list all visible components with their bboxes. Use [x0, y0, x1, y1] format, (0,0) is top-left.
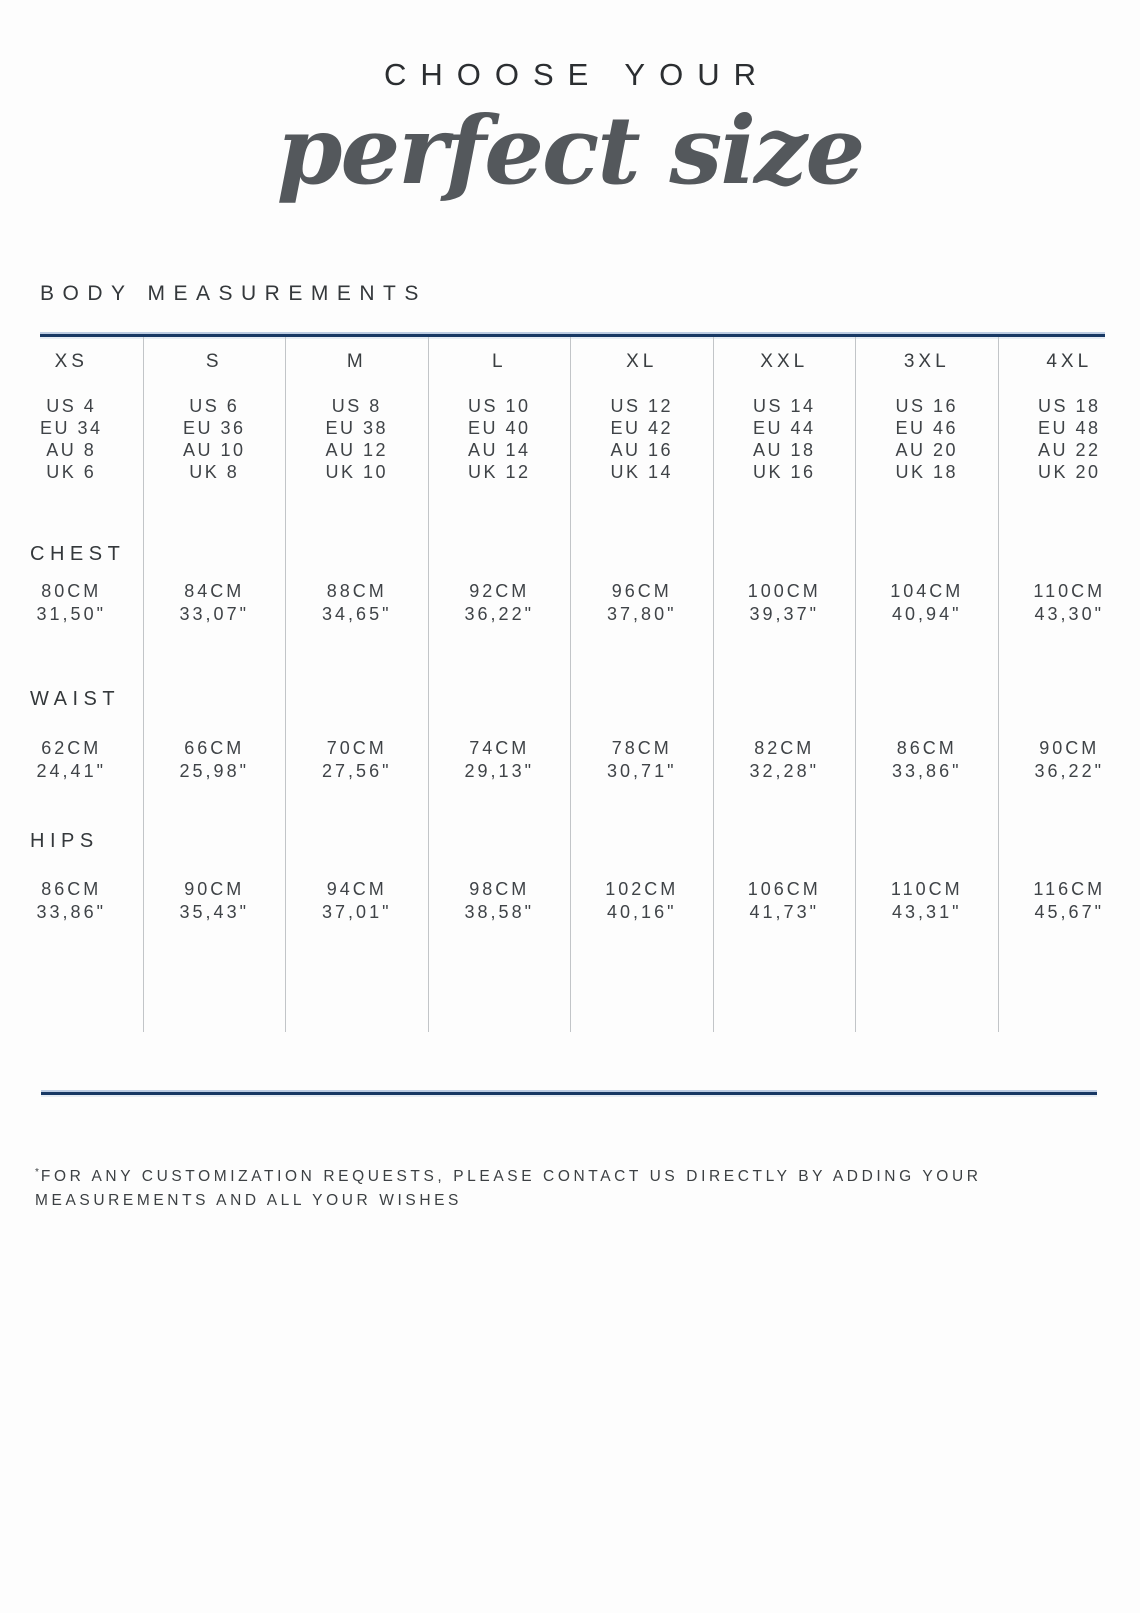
us-size: US 18 [1037, 396, 1101, 416]
spacer [286, 635, 428, 688]
spacer [571, 635, 713, 688]
waist-values [856, 737, 998, 792]
spacer [999, 635, 1140, 688]
us-size: US 10 [467, 396, 531, 416]
chest-values [714, 580, 856, 635]
size-label: XL [626, 351, 658, 372]
hips-values [0, 878, 143, 933]
spacer [0, 792, 143, 830]
hips-values [429, 878, 571, 933]
size-column-xs [0, 337, 143, 1032]
eu-size: EU 34 [39, 418, 103, 438]
size-column-3xl [855, 337, 998, 1032]
uk-size: UK 16 [752, 462, 816, 482]
au-size: AU 18 [752, 440, 816, 460]
eu-size: EU 40 [467, 418, 531, 438]
us-size: US 16 [895, 396, 959, 416]
hips-inches: 40,16" [607, 902, 677, 922]
waist-values [144, 737, 286, 792]
spacer [856, 485, 998, 543]
waist-inches: 32,28" [749, 761, 819, 781]
hips-cm: 110CM [890, 879, 963, 899]
international-sizes [856, 395, 998, 485]
hips-inches: 37,01" [322, 902, 392, 922]
chest-values [144, 580, 286, 635]
au-size: AU 10 [182, 440, 246, 460]
chest-inches: 36,22" [464, 604, 534, 624]
hips-inches: 33,86" [36, 902, 106, 922]
row-label-spacer [856, 543, 998, 580]
row-label-spacer [144, 830, 286, 878]
spacer [714, 485, 856, 543]
spacer [0, 635, 143, 688]
size-label: L [491, 351, 507, 372]
international-sizes [0, 395, 143, 485]
row-label-spacer [286, 688, 428, 737]
row-label-waist: WAIST [30, 688, 121, 710]
spacer [856, 635, 998, 688]
row-label-spacer [714, 543, 856, 580]
waist-inches: 36,22" [1034, 761, 1104, 781]
spacer [571, 485, 713, 543]
chest-values [286, 580, 428, 635]
waist-values [286, 737, 428, 792]
row-label-spacer [144, 543, 286, 580]
row-label-spacer [999, 830, 1140, 878]
page-title-eyebrow: CHOOSE YOUR [384, 57, 770, 92]
size-label: XXL [760, 351, 809, 372]
row-label-spacer [429, 688, 571, 737]
row-label-spacer [856, 830, 998, 878]
size-column-xxl [713, 337, 856, 1032]
spacer [999, 792, 1140, 830]
eu-size: EU 44 [752, 418, 816, 438]
eu-size: EU 46 [895, 418, 959, 438]
size-column-m [285, 337, 428, 1032]
row-label-spacer [999, 543, 1140, 580]
chest-inches: 33,07" [179, 604, 249, 624]
chest-cm: 110CM [1033, 581, 1106, 601]
hips-cm: 86CM [41, 879, 102, 899]
hips-values [856, 878, 998, 933]
waist-cm: 86CM [896, 738, 957, 758]
hips-inches: 45,67" [1034, 902, 1104, 922]
international-sizes [571, 395, 713, 485]
chest-cm: 84CM [184, 581, 245, 601]
hips-cm: 106CM [747, 879, 821, 899]
chest-cm: 88CM [326, 581, 387, 601]
international-sizes [286, 395, 428, 485]
eu-size: EU 36 [182, 418, 246, 438]
au-size: AU 12 [325, 440, 389, 460]
spacer [286, 792, 428, 830]
waist-inches: 25,98" [179, 761, 249, 781]
us-size: US 12 [610, 396, 674, 416]
page-title-script: perfect size [276, 96, 864, 206]
eu-size: EU 42 [610, 418, 674, 438]
hips-cm: 94CM [326, 879, 387, 899]
hips-cm: 116CM [1033, 879, 1106, 899]
spacer [286, 485, 428, 543]
spacer [714, 635, 856, 688]
us-size: US 4 [46, 396, 97, 416]
au-size: AU 14 [467, 440, 531, 460]
us-size: US 6 [189, 396, 240, 416]
waist-cm: 74CM [469, 738, 530, 758]
hips-values [144, 878, 286, 933]
size-label: S [205, 351, 223, 372]
row-label-spacer [571, 830, 713, 878]
chest-cm: 96CM [611, 581, 672, 601]
waist-cm: 70CM [326, 738, 387, 758]
waist-inches: 29,13" [464, 761, 534, 781]
hips-cm: 98CM [469, 879, 530, 899]
uk-size: UK 20 [1037, 462, 1101, 482]
eu-size: EU 38 [325, 418, 389, 438]
row-label-spacer [429, 543, 571, 580]
international-sizes [714, 395, 856, 485]
chest-inches: 31,50" [36, 604, 106, 624]
row-label-spacer [714, 830, 856, 878]
spacer [856, 792, 998, 830]
spacer [144, 635, 286, 688]
size-column-4xl [998, 337, 1140, 1032]
row-label-hips: HIPS [30, 830, 99, 852]
chest-values [429, 580, 571, 635]
row-label-spacer [429, 830, 571, 878]
hips-inches: 35,43" [179, 902, 249, 922]
uk-size: UK 8 [189, 462, 240, 482]
size-label: M [346, 351, 367, 372]
row-label-spacer [999, 688, 1140, 737]
footnote-asterisk: * [35, 1167, 41, 1178]
chest-cm: 92CM [469, 581, 530, 601]
us-size: US 14 [752, 396, 816, 416]
chest-inches: 37,80" [607, 604, 677, 624]
hips-inches: 41,73" [749, 902, 819, 922]
chest-cm: 104CM [890, 581, 964, 601]
spacer [429, 635, 571, 688]
au-size: AU 22 [1037, 440, 1101, 460]
waist-inches: 30,71" [607, 761, 677, 781]
chest-cm: 100CM [747, 581, 821, 601]
bottom-divider-rule [41, 1092, 1097, 1095]
hips-cm: 90CM [184, 879, 245, 899]
spacer [0, 485, 143, 543]
hips-values [999, 878, 1140, 933]
au-size: AU 8 [46, 440, 97, 460]
waist-cm: 82CM [754, 738, 815, 758]
hips-values [571, 878, 713, 933]
chest-values [0, 580, 143, 635]
uk-size: UK 18 [895, 462, 959, 482]
us-size: US 8 [331, 396, 382, 416]
size-column-l [428, 337, 571, 1032]
waist-cm: 78CM [611, 738, 672, 758]
waist-cm: 90CM [1039, 738, 1100, 758]
waist-values [0, 737, 143, 792]
spacer [144, 485, 286, 543]
waist-values [571, 737, 713, 792]
spacer [571, 792, 713, 830]
spacer [144, 792, 286, 830]
row-label-spacer [571, 543, 713, 580]
spacer [429, 792, 571, 830]
spacer [714, 792, 856, 830]
eu-size: EU 48 [1037, 418, 1101, 438]
international-sizes [999, 395, 1140, 485]
uk-size: UK 14 [610, 462, 674, 482]
waist-cm: 66CM [184, 738, 245, 758]
international-sizes [429, 395, 571, 485]
hips-values [714, 878, 856, 933]
uk-size: UK 10 [325, 462, 389, 482]
row-label-chest: CHEST [30, 543, 126, 565]
size-label: 4XL [1046, 351, 1093, 372]
uk-size: UK 6 [46, 462, 97, 482]
body-measurements-table [0, 337, 1140, 1032]
chest-values [856, 580, 998, 635]
section-heading: BODY MEASUREMENTS [40, 282, 427, 305]
hips-inches: 43,31" [892, 902, 962, 922]
row-label-spacer [286, 543, 428, 580]
size-column-xl [570, 337, 713, 1032]
footnote-text: FOR ANY CUSTOMIZATION REQUESTS, PLEASE CONTACT US DIRECTLY BY ADDING YOUR MEASUREMENTS AND ALL YOUR WISHES [35, 1168, 982, 1209]
customization-footnote [35, 1161, 1050, 1213]
size-label: 3XL [903, 351, 950, 372]
spacer [429, 485, 571, 543]
au-size: AU 20 [895, 440, 959, 460]
row-label-spacer [571, 688, 713, 737]
chest-inches: 43,30" [1034, 604, 1104, 624]
waist-cm: 62CM [41, 738, 102, 758]
international-sizes [144, 395, 286, 485]
chest-inches: 39,37" [749, 604, 819, 624]
waist-values [429, 737, 571, 792]
chest-inches: 40,94" [892, 604, 962, 624]
row-label-spacer [714, 688, 856, 737]
row-label-spacer [286, 830, 428, 878]
size-column-s [143, 337, 286, 1032]
waist-inches: 27,56" [322, 761, 392, 781]
waist-values [999, 737, 1140, 792]
waist-values [714, 737, 856, 792]
chest-inches: 34,65" [322, 604, 392, 624]
spacer [999, 485, 1140, 543]
chest-cm: 80CM [41, 581, 102, 601]
chest-values [999, 580, 1140, 635]
size-label: XS [54, 351, 88, 372]
hips-cm: 102CM [605, 879, 679, 899]
waist-inches: 33,86" [892, 761, 962, 781]
row-label-spacer [144, 688, 286, 737]
chest-values [571, 580, 713, 635]
uk-size: UK 12 [467, 462, 531, 482]
hips-values [286, 878, 428, 933]
row-label-spacer [856, 688, 998, 737]
hips-inches: 38,58" [464, 902, 534, 922]
au-size: AU 16 [610, 440, 674, 460]
waist-inches: 24,41" [36, 761, 106, 781]
